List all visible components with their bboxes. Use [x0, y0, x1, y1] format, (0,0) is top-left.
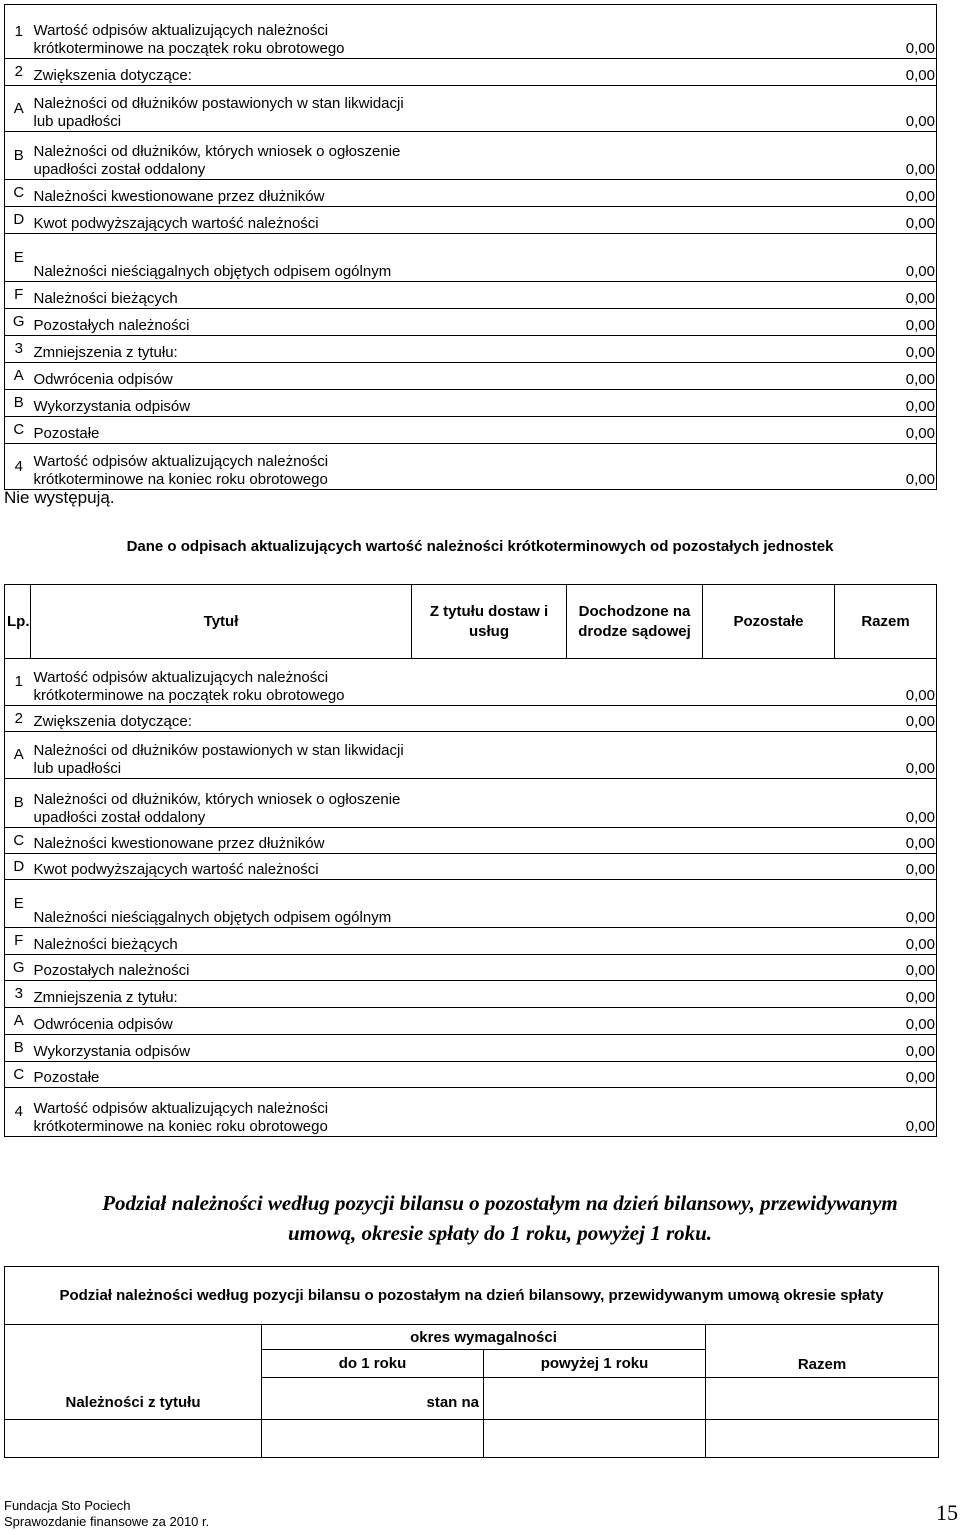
empty-cell: [567, 1062, 703, 1088]
row-label: Zwiększenia dotyczące:: [31, 59, 412, 86]
empty-cell: [703, 981, 835, 1008]
row-value: 0,00: [816, 86, 937, 132]
row-lp: G: [5, 309, 31, 336]
row-lp: 3: [5, 336, 31, 363]
empty-cell: [412, 828, 567, 854]
empty-cell: [703, 854, 835, 880]
empty-cell: [412, 955, 567, 981]
empty-cell: [5, 1420, 262, 1458]
row-label: Pozostałe: [31, 417, 412, 444]
row-label: Pozostałe: [31, 1062, 412, 1088]
empty-cell: [684, 5, 816, 59]
row-lp: 2: [5, 59, 31, 86]
row-lp: 1: [5, 5, 31, 59]
empty-cell: [412, 854, 567, 880]
maturity-table: [4, 1266, 939, 1458]
empty-cell: [548, 309, 684, 336]
table-row: [5, 444, 937, 490]
footer-organization: Fundacja Sto Pociech: [4, 1498, 131, 1513]
row-value: 0,00: [835, 981, 937, 1008]
empty-cell: [412, 390, 548, 417]
empty-cell: [567, 1088, 703, 1137]
col-header-stan-na: stan na: [262, 1378, 484, 1420]
empty-cell: [684, 417, 816, 444]
section-title-maturity: Podział należności według pozycji bilansu o pozostałym na dzień bilansowy, przewidywanym umową, okresie spłaty do 1 roku, powyżej 1 roku.: [102, 1191, 898, 1245]
empty-cell: [567, 880, 703, 928]
row-lp: 4: [5, 444, 31, 490]
row-value: 0,00: [816, 444, 937, 490]
table-row: [5, 854, 937, 880]
col-header-razem: Razem: [835, 585, 937, 659]
row-label: Należności od dłużników, których wniosek o ogłoszenie upadłości został oddalony: [31, 779, 412, 828]
empty-cell: [412, 417, 548, 444]
row-value: 0,00: [816, 5, 937, 59]
row-value: 0,00: [816, 336, 937, 363]
table-row: [5, 417, 937, 444]
empty-cell: [706, 1378, 939, 1420]
empty-cell: [412, 1062, 567, 1088]
row-value: 0,00: [816, 417, 937, 444]
row-value: 0,00: [835, 880, 937, 928]
table-row: [5, 132, 937, 180]
empty-cell: [484, 1378, 706, 1420]
col-header-razem: Razem: [706, 1325, 939, 1378]
row-label: Kwot podwyższających wartość należności: [31, 854, 412, 880]
table-row: [5, 828, 937, 854]
empty-cell: [412, 309, 548, 336]
empty-cell: [548, 390, 684, 417]
row-label: Należności bieżących: [31, 928, 412, 955]
row-lp: 3: [5, 981, 31, 1008]
empty-cell: [703, 1088, 835, 1137]
row-value: 0,00: [816, 309, 937, 336]
empty-cell: [412, 207, 548, 234]
footer: [4, 1498, 209, 1530]
row-lp: A: [5, 363, 31, 390]
row-lp: 4: [5, 1088, 31, 1137]
empty-cell: [412, 779, 567, 828]
empty-cell: [703, 779, 835, 828]
row-label: Wartość odpisów aktualizujących należności krótkoterminowe na początek roku obrotowego: [31, 659, 412, 706]
empty-cell: [684, 363, 816, 390]
empty-cell: [703, 928, 835, 955]
empty-cell: [412, 234, 548, 282]
table-row: [5, 363, 937, 390]
row-value: 0,00: [835, 1008, 937, 1035]
empty-cell: [412, 880, 567, 928]
row-label: Zmniejszenia z tytułu:: [31, 981, 412, 1008]
receivables-writeoff-table-1: [4, 4, 937, 490]
table-row: [5, 282, 937, 309]
row-value: 0,00: [835, 732, 937, 779]
empty-cell: [412, 1035, 567, 1062]
empty-cell: [684, 444, 816, 490]
row-lp: F: [5, 928, 31, 955]
empty-cell: [412, 659, 567, 706]
table-row: [5, 880, 937, 928]
row-label: Należności nieściągalnych objętych odpisem ogólnym: [31, 234, 412, 282]
row-lp: B: [5, 779, 31, 828]
table-row: [5, 1035, 937, 1062]
col-header-do1: do 1 roku: [262, 1350, 484, 1378]
row-label: Odwrócenia odpisów: [31, 1008, 412, 1035]
row-value: 0,00: [816, 234, 937, 282]
row-value: 0,00: [835, 854, 937, 880]
row-value: 0,00: [816, 207, 937, 234]
row-label: Wartość odpisów aktualizujących należności krótkoterminowe na początek roku obrotowego: [31, 5, 412, 59]
empty-cell: [567, 854, 703, 880]
empty-cell: [684, 86, 816, 132]
empty-cell: [262, 1420, 484, 1458]
row-value: 0,00: [835, 659, 937, 706]
empty-cell: [567, 1035, 703, 1062]
empty-cell: [703, 1062, 835, 1088]
table-row: [5, 234, 937, 282]
empty-cell: [548, 417, 684, 444]
empty-cell: [703, 828, 835, 854]
row-label: Odwrócenia odpisów: [31, 363, 412, 390]
row-lp: B: [5, 132, 31, 180]
empty-cell: [703, 955, 835, 981]
note-not-applicable: Nie występują.: [4, 488, 115, 507]
empty-cell: [412, 981, 567, 1008]
empty-cell: [548, 234, 684, 282]
row-label: Zmniejszenia z tytułu:: [31, 336, 412, 363]
empty-cell: [412, 1088, 567, 1137]
table-row: [5, 207, 937, 234]
row-value: 0,00: [816, 390, 937, 417]
table-row: [5, 659, 937, 706]
table-row: [5, 180, 937, 207]
empty-cell: [548, 132, 684, 180]
row-label: Należności kwestionowane przez dłużników: [31, 828, 412, 854]
table-row: [5, 1062, 937, 1088]
row-label: Należności bieżących: [31, 282, 412, 309]
empty-cell: [703, 1035, 835, 1062]
empty-cell: [548, 336, 684, 363]
col-header-tytul: Tytuł: [31, 585, 412, 659]
row-value: 0,00: [835, 828, 937, 854]
empty-cell: [567, 1008, 703, 1035]
row-value: 0,00: [835, 779, 937, 828]
empty-cell: [548, 282, 684, 309]
row-value: 0,00: [835, 706, 937, 732]
table-row: [5, 928, 937, 955]
col-header-okres: okres wymagalności: [262, 1325, 706, 1350]
empty-cell: [412, 180, 548, 207]
row-label: Należności kwestionowane przez dłużników: [31, 180, 412, 207]
empty-cell: [567, 779, 703, 828]
row-lp: A: [5, 732, 31, 779]
col-header-dochodzone: Dochodzone na drodze sądowej: [567, 585, 703, 659]
receivables-writeoff-table-2: [4, 584, 937, 1137]
empty-cell: [412, 928, 567, 955]
empty-cell: [567, 828, 703, 854]
col-header-z-tytulu: Należności z tytułu: [65, 1394, 201, 1411]
empty-cell: [703, 1008, 835, 1035]
table-row: [5, 86, 937, 132]
row-lp: D: [5, 207, 31, 234]
row-lp: C: [5, 1062, 31, 1088]
row-label: Zwiększenia dotyczące:: [31, 706, 412, 732]
empty-cell: [684, 132, 816, 180]
empty-cell: [412, 444, 548, 490]
row-lp: G: [5, 955, 31, 981]
row-value: 0,00: [816, 282, 937, 309]
empty-cell: [703, 880, 835, 928]
row-value: 0,00: [816, 363, 937, 390]
table-row: [5, 309, 937, 336]
row-value: 0,00: [835, 1035, 937, 1062]
empty-cell: [548, 180, 684, 207]
empty-cell: [412, 706, 567, 732]
row-lp: B: [5, 1035, 31, 1062]
row-label: Kwot podwyższających wartość należności: [31, 207, 412, 234]
row-value: 0,00: [835, 1062, 937, 1088]
row-lp: D: [5, 854, 31, 880]
table-row: [5, 59, 937, 86]
row-label: Wartość odpisów aktualizujących należności krótkoterminowe na koniec roku obrotowego: [31, 444, 412, 490]
row-label: Pozostałych należności: [31, 955, 412, 981]
row-label: Wykorzystania odpisów: [31, 1035, 412, 1062]
empty-cell: [567, 706, 703, 732]
empty-cell: [412, 132, 548, 180]
col-header-pozostale: Pozostałe: [703, 585, 835, 659]
empty-cell: [684, 282, 816, 309]
empty-cell: [684, 234, 816, 282]
row-label: Należności od dłużników postawionych w stan likwidacji lub upadłości: [31, 86, 412, 132]
table-row: [5, 1008, 937, 1035]
empty-cell: [412, 282, 548, 309]
col-header-z-tytulu: Z tytułu dostaw i usług: [412, 585, 567, 659]
page-number: 15: [936, 1500, 958, 1525]
row-lp: E: [5, 880, 31, 928]
empty-cell: [567, 732, 703, 779]
row-value: 0,00: [816, 59, 937, 86]
empty-cell: [548, 59, 684, 86]
row-label: Wykorzystania odpisów: [31, 390, 412, 417]
row-label: Należności od dłużników, których wniosek o ogłoszenie upadłości został oddalony: [31, 132, 412, 180]
table-row: [5, 1088, 937, 1137]
empty-cell: [684, 390, 816, 417]
table-row: [5, 955, 937, 981]
row-lp: C: [5, 828, 31, 854]
empty-cell: [567, 955, 703, 981]
table-row: [5, 779, 937, 828]
empty-cell: [548, 86, 684, 132]
maturity-table-title: Podział należności według pozycji bilansu o pozostałym na dzień bilansowy, przewidywanym umową okresie spłaty: [5, 1267, 939, 1325]
row-value: 0,00: [816, 132, 937, 180]
row-lp: E: [5, 234, 31, 282]
empty-cell: [567, 981, 703, 1008]
empty-cell: [412, 86, 548, 132]
row-lp: C: [5, 180, 31, 207]
col-header-pow1: powyżej 1 roku: [484, 1350, 706, 1378]
empty-cell: [412, 5, 548, 59]
row-value: 0,00: [816, 180, 937, 207]
empty-cell: [484, 1420, 706, 1458]
empty-cell: [548, 363, 684, 390]
row-value: 0,00: [835, 928, 937, 955]
row-label: Należności od dłużników postawionych w stan likwidacji lub upadłości: [31, 732, 412, 779]
row-lp: 1: [5, 659, 31, 706]
empty-cell: [412, 732, 567, 779]
empty-cell: [412, 336, 548, 363]
row-label: Należności nieściągalnych objętych odpisem ogólnym: [31, 880, 412, 928]
table-row: [5, 706, 937, 732]
footer-report-title: Sprawozdanie finansowe za 2010 r.: [4, 1514, 210, 1529]
empty-cell: [412, 59, 548, 86]
empty-cell: [684, 180, 816, 207]
empty-cell: [684, 309, 816, 336]
empty-cell: [567, 928, 703, 955]
row-header-cell: [5, 1325, 262, 1420]
empty-cell: [684, 207, 816, 234]
empty-cell: [567, 659, 703, 706]
empty-cell: [548, 207, 684, 234]
section-title: Dane o odpisach aktualizujących wartość należności krótkoterminowych od pozostałych jednostek: [126, 538, 834, 555]
row-lp: A: [5, 86, 31, 132]
row-lp: 2: [5, 706, 31, 732]
table-row: [5, 390, 937, 417]
table-row: [5, 336, 937, 363]
row-lp: A: [5, 1008, 31, 1035]
row-value: 0,00: [835, 955, 937, 981]
col-header-lp: Lp.: [5, 585, 31, 659]
empty-cell: [548, 5, 684, 59]
row-lp: B: [5, 390, 31, 417]
row-lp: F: [5, 282, 31, 309]
row-lp: C: [5, 417, 31, 444]
empty-cell: [548, 444, 684, 490]
empty-cell: [684, 336, 816, 363]
empty-cell: [412, 363, 548, 390]
row-value: 0,00: [835, 1088, 937, 1137]
table-row: [5, 5, 937, 59]
empty-cell: [412, 1008, 567, 1035]
empty-cell: [703, 659, 835, 706]
empty-cell: [703, 732, 835, 779]
empty-cell: [706, 1420, 939, 1458]
row-label: Pozostałych należności: [31, 309, 412, 336]
row-label: Wartość odpisów aktualizujących należności krótkoterminowe na koniec roku obrotowego: [31, 1088, 412, 1137]
table-row: [5, 981, 937, 1008]
table-row: [5, 732, 937, 779]
empty-cell: [703, 706, 835, 732]
empty-cell: [684, 59, 816, 86]
